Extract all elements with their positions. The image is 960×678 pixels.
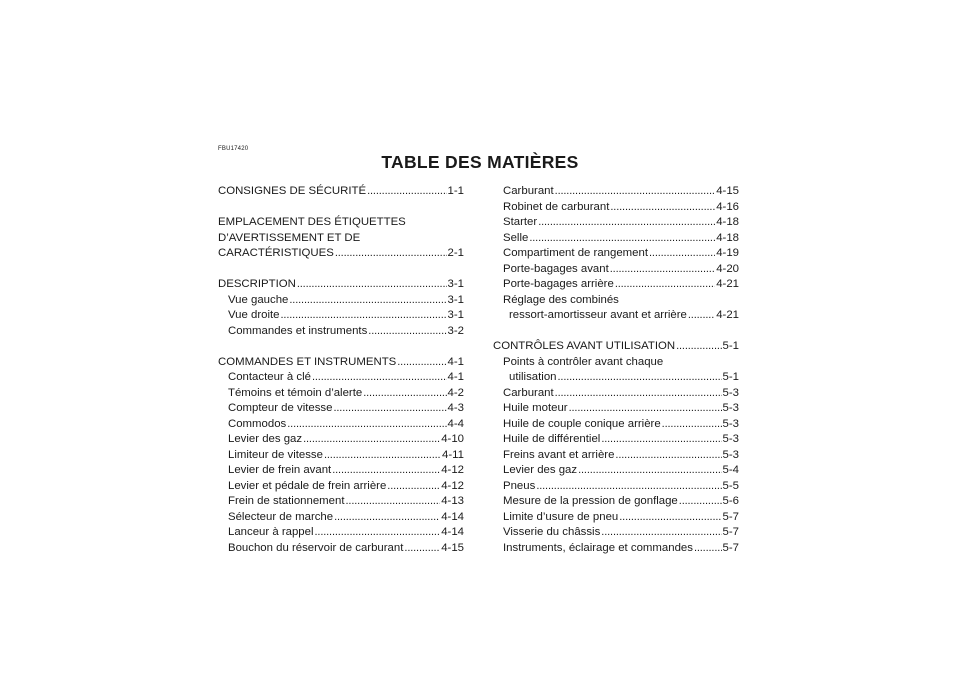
toc-entry — [493, 432, 739, 448]
toc-entry-page: 5-5 — [722, 479, 739, 492]
toc-entry-page: 4-20 — [716, 262, 739, 275]
toc-entry-title: Lanceur à rappel — [228, 526, 314, 538]
toc-entry — [218, 355, 464, 371]
toc-entry-title: COMMANDES ET INSTRUMENTS — [218, 355, 397, 368]
toc-entry — [493, 370, 739, 386]
toc-entry — [493, 463, 739, 479]
toc-leader-dots — [662, 417, 722, 433]
toc-entry-page: 2-1 — [447, 247, 464, 259]
toc-leader-dots — [312, 370, 447, 386]
toc-entry — [218, 525, 464, 541]
toc-entry — [493, 308, 739, 324]
toc-leader-dots — [335, 246, 447, 262]
toc-entry-page: 4-3 — [447, 402, 464, 414]
toc-leader-dots — [297, 277, 447, 293]
toc-entry-title: Carburant — [503, 185, 554, 197]
toc-entry — [493, 448, 739, 464]
toc-entry-page: 5-7 — [722, 526, 739, 538]
toc-entry-title: Témoins et témoin d’alerte — [228, 386, 363, 399]
toc-entry — [218, 231, 464, 247]
toc-entry — [218, 293, 464, 309]
toc-entry — [218, 510, 464, 526]
toc-entry-title: Levier des gaz — [503, 464, 578, 476]
toc-entry-page: 4-18 — [716, 216, 739, 228]
toc-entry-title: Points à contrôler avant chaque — [503, 355, 664, 368]
toc-entry-page: 5-1 — [722, 371, 739, 383]
toc-leader-dots — [676, 339, 721, 355]
toc-entry-page: 5-6 — [722, 495, 739, 507]
toc-entry — [218, 541, 464, 557]
toc-leader-dots — [688, 308, 715, 324]
toc-entry-title: Instruments, éclairage et commandes — [503, 541, 693, 554]
toc-entry — [493, 401, 739, 417]
toc-entry-title: Commandes et instruments — [228, 324, 368, 337]
toc-entry-title: Levier et pédale de frein arrière — [228, 479, 387, 492]
toc-entry — [218, 479, 464, 495]
toc-leader-dots — [387, 479, 440, 495]
toc-entry — [493, 231, 739, 247]
toc-leader-dots — [615, 277, 715, 293]
toc-leader-dots — [615, 448, 721, 464]
toc-list-left — [218, 184, 464, 556]
toc-entry-title: Huile de couple conique arrière — [503, 417, 661, 430]
toc-leader-dots — [333, 401, 446, 417]
toc-entry-page: 4-1 — [447, 355, 464, 368]
toc-entry — [493, 262, 739, 278]
toc-entry-title: Compteur de vitesse — [228, 402, 333, 414]
toc-entry-title: Limite d’usure de pneu — [503, 510, 619, 523]
toc-entry-page: 5-7 — [722, 541, 739, 554]
toc-entry-title: Levier des gaz — [228, 433, 303, 445]
toc-entry — [218, 386, 464, 402]
toc-leader-dots — [281, 308, 447, 324]
toc-entry-title: Sélecteur de marche — [228, 510, 334, 523]
toc-entry-title: Vue droite — [228, 309, 280, 321]
toc-entry-title: Réglage des combinés — [503, 293, 619, 306]
toc-leader-dots — [555, 184, 716, 200]
toc-leader-dots — [601, 525, 721, 541]
toc-leader-dots — [334, 510, 440, 526]
toc-entry — [493, 494, 739, 510]
toc-entry-page: 4-15 — [716, 185, 739, 197]
toc-entry — [493, 277, 739, 293]
toc-entry-title: Robinet de carburant — [503, 200, 610, 213]
toc-entry-title: Porte-bagages arrière — [503, 278, 614, 290]
toc-entry-page: 4-16 — [716, 200, 739, 213]
toc-entry-title: Porte-bagages avant — [503, 262, 609, 275]
document-code: FBU17420 — [218, 146, 249, 152]
toc-leader-dots — [529, 231, 715, 247]
toc-leader-dots — [289, 293, 446, 309]
toc-leader-dots — [538, 215, 715, 231]
toc-leader-dots — [367, 184, 446, 200]
toc-entry-title: utilisation — [509, 371, 557, 383]
toc-leader-dots — [555, 386, 722, 402]
toc-entry-title: Freins avant et arrière — [503, 448, 615, 461]
toc-entry-title: D’AVERTISSEMENT ET DE — [218, 231, 361, 244]
toc-entry-title: Pneus — [503, 479, 536, 492]
toc-leader-dots — [303, 432, 440, 448]
toc-entry-page: 4-13 — [441, 495, 464, 507]
toc-entry-page: 4-15 — [441, 541, 464, 554]
toc-entry-page: 4-12 — [441, 479, 464, 492]
toc-list-right — [493, 184, 739, 556]
toc-leader-dots — [368, 324, 446, 340]
toc-entry-page: 1-1 — [447, 185, 464, 197]
toc-leader-dots — [569, 401, 722, 417]
toc-entry-title: Vue gauche — [228, 293, 289, 306]
toc-entry-page: 4-12 — [441, 464, 464, 476]
toc-entry-page: 5-3 — [722, 402, 739, 414]
toc-entry — [493, 525, 739, 541]
toc-entry-page: 4-14 — [441, 510, 464, 523]
toc-leader-dots — [324, 448, 441, 464]
toc-entry — [218, 277, 464, 293]
toc-entry — [493, 246, 739, 262]
toc-entry-page: 3-2 — [447, 324, 464, 337]
toc-leader-dots — [694, 541, 722, 557]
toc-leader-dots — [679, 494, 722, 510]
toc-entry — [493, 339, 739, 355]
toc-entry — [218, 417, 464, 433]
toc-entry-page: 3-1 — [447, 309, 464, 321]
toc-entry-page: 3-1 — [447, 278, 464, 290]
toc-entry-title: EMPLACEMENT DES ÉTIQUETTES — [218, 216, 406, 228]
toc-leader-dots — [404, 541, 440, 557]
toc-entry-title: Visserie du châssis — [503, 526, 601, 538]
toc-entry-page: 5-3 — [722, 386, 739, 399]
toc-entry-page: 4-18 — [716, 231, 739, 244]
toc-entry-title: CARACTÉRISTIQUES — [218, 247, 334, 259]
toc-leader-dots — [578, 463, 721, 479]
toc-entry-page: 4-2 — [447, 386, 464, 399]
toc-entry — [218, 246, 464, 262]
toc-entry — [218, 494, 464, 510]
toc-leader-dots — [363, 386, 446, 402]
toc-entry — [218, 324, 464, 340]
toc-entry — [493, 479, 739, 495]
toc-entry-title: Carburant — [503, 386, 554, 399]
toc-entry-title: Mesure de la pression de gonflage — [503, 495, 678, 507]
toc-entry-title: Huile de différentiel — [503, 433, 601, 445]
toc-entry — [218, 184, 464, 200]
toc-leader-dots — [315, 525, 441, 541]
toc-entry-page: 4-1 — [447, 371, 464, 383]
toc-entry-page: 4-19 — [716, 247, 739, 259]
toc-entry-title: Contacteur à clé — [228, 371, 311, 383]
toc-entry-page: 4-21 — [716, 309, 739, 321]
toc-entry-page: 5-7 — [722, 510, 739, 523]
toc-entry-page: 5-1 — [722, 340, 739, 352]
page-title: TABLE DES MATIÈRES — [381, 152, 579, 172]
toc-left-column — [218, 184, 464, 556]
toc-entry — [493, 184, 739, 200]
toc-entry — [493, 541, 739, 557]
toc-entry-page: 4-4 — [447, 417, 464, 430]
toc-entry — [218, 215, 464, 231]
toc-entry-page: 5-3 — [722, 433, 739, 445]
toc-entry-page: 4-14 — [441, 526, 464, 538]
toc-leader-dots — [601, 432, 721, 448]
toc-entry-title: Frein de stationnement — [228, 495, 345, 507]
toc-entry — [493, 417, 739, 433]
toc-leader-dots — [332, 463, 440, 479]
toc-entry-title: Compartiment de rangement — [503, 247, 648, 259]
toc-entry-page: 4-11 — [442, 448, 464, 461]
toc-entry — [493, 200, 739, 216]
toc-entry-title: Levier de frein avant — [228, 464, 332, 476]
toc-entry-page: 5-4 — [722, 464, 739, 476]
toc-entry-title: Starter — [503, 216, 538, 228]
toc-leader-dots — [610, 262, 715, 278]
toc-leader-dots — [287, 417, 446, 433]
toc-leader-dots — [610, 200, 715, 216]
toc-leader-dots — [558, 370, 722, 386]
toc-leader-dots — [619, 510, 721, 526]
toc-entry-title: DESCRIPTION — [218, 278, 296, 290]
toc-entry-page: 4-21 — [716, 278, 739, 290]
toc-leader-dots — [397, 355, 446, 371]
toc-entry — [218, 308, 464, 324]
toc-entry-title: CONTRÔLES AVANT UTILISATION — [493, 340, 676, 352]
toc-entry — [493, 510, 739, 526]
toc-entry-page: 3-1 — [447, 293, 464, 306]
toc-entry-title: Commodos — [228, 417, 287, 430]
toc-entry-title: CONSIGNES DE SÉCURITÉ — [218, 185, 367, 197]
toc-entry-title: Selle — [503, 231, 529, 244]
toc-entry — [493, 215, 739, 231]
toc-entry — [218, 448, 464, 464]
toc-entry-page: 5-3 — [722, 417, 739, 430]
toc-leader-dots — [536, 479, 721, 495]
toc-entry — [218, 370, 464, 386]
toc-leader-dots — [649, 246, 715, 262]
toc-entry — [218, 401, 464, 417]
toc-entry-page: 5-3 — [722, 448, 739, 461]
toc-entry-title: ressort-amortisseur avant et arrière — [509, 309, 687, 321]
toc-entry-page: 4-10 — [441, 433, 464, 445]
toc-entry — [218, 463, 464, 479]
toc-entry-title: Bouchon du réservoir de carburant — [228, 541, 404, 554]
toc-leader-dots — [346, 494, 441, 510]
toc-entry — [493, 355, 739, 371]
toc-entry-title: Limiteur de vitesse — [228, 448, 323, 461]
toc-entry-title: Huile moteur — [503, 402, 568, 414]
toc-entry — [493, 386, 739, 402]
toc-entry — [218, 432, 464, 448]
toc-entry — [493, 293, 739, 309]
toc-right-column — [493, 184, 739, 556]
